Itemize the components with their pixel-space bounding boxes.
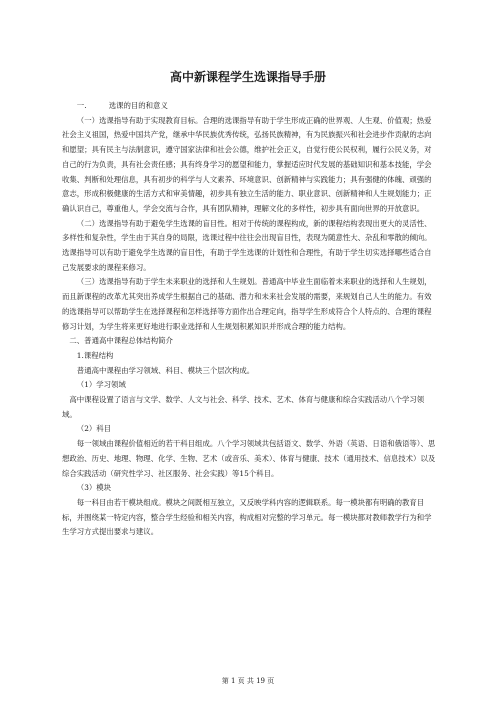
sub-heading: （2）科目 [76,424,112,434]
body-paragraph: 每一科目由若干模块组成。模块之间既相互独立，又反映学科内容的逻辑联系。每一模块都有明确的教育目标，并围绕某一特定内容，整合学生经验和相关内容，构成相对完整的学习单元。每一模块都对教师教学行为和学生学习方式提出要求与建议。 [62,497,432,537]
body-paragraph: （一）选课指导有助于实现教育目标。合理的选课指导有助于学生形成正确的世界观、人生观、价值观；热爱社会主义祖国，热爱中国共产党，继承中华民族优秀传统，弘扬民族精神，有为民族振兴和社会进步作贡献的志向和愿望；具有民主与法制意识，遵守国家法律和社会公德，维护社会正义，自觉行使公民权利，履行公民义务，对自己的行为负责，具有社会责任感；具有终身学习的愿望和能力，掌握适应时代发展的基础知识和基本技能，学会收集、判断和处理信息，具有初步的科学与人文素养、环境意识、创新精神与实践能力；具有强健的体魄、顽强的意志，形成积极健康的生活方式和审美情趣，初步具有独立生活的能力、职业意识、创新精神和人生规划能力；正确认识自己，尊重他人，学会交流与合作，具有团队精神，理解文化的多样性，初步具有面向世界的开放意识。 [62,115,432,213]
page-footer: 第 1 页 共 19 页 [221,677,275,685]
body-paragraph: （三）选课指导有助于学生未来职业的选择和人生规划。普通高中毕业生面临着未来职业的选择和人生规划，而且新课程的改革尤其突出养成学生根据自己的基础、潜力和未来社会发展的需要，来规划自己人生的能力。有效的选课指导可以帮助学生在选择课程和怎样选择等方面作出合理定向，指导学生形成符合个人特点的、合理的课程修习计划，为学生将来更好地进行职业选择和人生规划积累知识并形成合理的能力结构。 [62,277,432,331]
body-paragraph: 普通高中课程由学习领域、科目、模块三个层次构成。 [76,365,255,375]
body-paragraph: 每一领域由课程价值相近的若干科目组成。八个学习领域共包括语文、数学、外语（英语、日语和俄语等）、思想政治、历史、地理、物理、化学、生物、艺术（或音乐、美术）、体育与健康、技术（通用技术、信息技术）以及综合实践活动（研究性学习、社区服务、社会实践）等15个科目。 [62,439,436,478]
body-paragraph: 高中课程设置了语言与文学、数学、人文与社会、科学、技术、艺术、体育与健康和综合实践活动八个学习领域。 [62,395,425,419]
body-paragraph: （二）选课指导有助于避免学生选课的盲目性。相对于传统的课程构成，新的课程结构表现出更大的灵活性、多样性和复杂性，学生由于其自身的局限，选课过程中往往会出现盲目性，表现为随意性大、杂乱和零散的倾向。选课指导可以有助于避免学生选课的盲目性，有助于学生选课的计划性和合理性，有助于学生切实选择哪些适合自己发展要求的课程来修习。 [62,218,432,272]
sub-heading: （1）学习领域 [76,380,126,390]
sub-heading: （3）模块 [76,483,112,493]
document-body [62,99,438,540]
sub-heading: 1.课程结构 [76,350,114,360]
document-title: 高中新课程学生选课指导手册 [169,70,326,84]
section-heading: 二、普通高中课程总体结构简介 [69,336,173,346]
section-heading: 一. 选课的目的和意义 [76,101,168,110]
